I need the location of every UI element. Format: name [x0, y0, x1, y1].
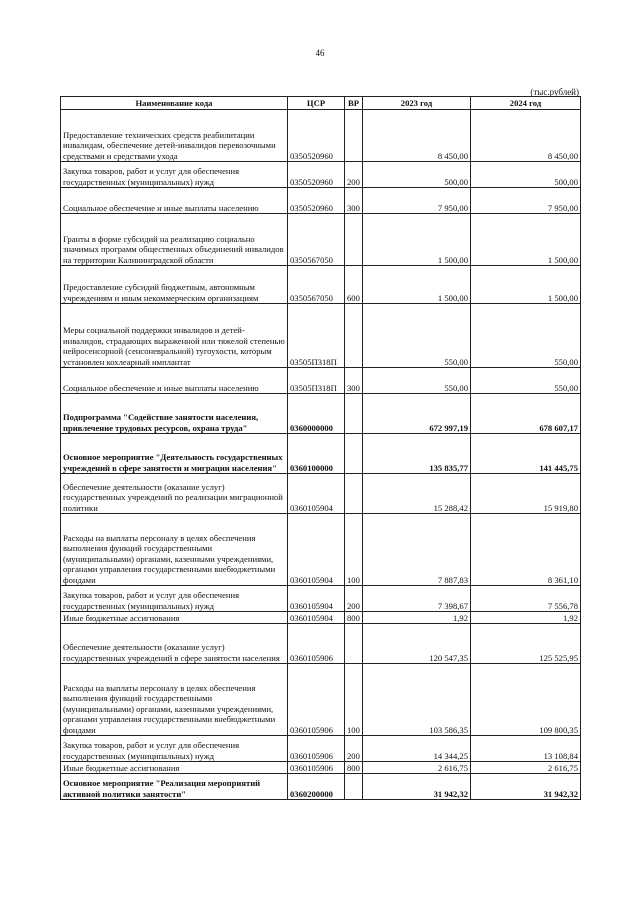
row-2024-cell: 15 919,80: [471, 474, 581, 514]
row-csr-cell: 0350567050: [288, 214, 345, 266]
row-2024-cell: 109 800,35: [471, 664, 581, 736]
row-name-cell: Иные бюджетные ассигнования: [61, 612, 288, 624]
table-row: [61, 266, 581, 304]
row-csr-cell: 0350520960: [288, 110, 345, 162]
row-vr-cell: 600: [345, 266, 363, 304]
row-csr-cell: 0350520960: [288, 162, 345, 188]
row-vr-cell: [345, 394, 363, 434]
page-number: 46: [315, 48, 325, 58]
table-body: [61, 110, 581, 800]
row-name-cell: Обеспечение деятельности (оказание услуг) государственных учреждений по реализации миграционной политики: [61, 474, 288, 514]
row-name-cell: Обеспечение деятельности (оказание услуг) государственных учреждений в сфере занятости населения: [61, 624, 288, 664]
table-row: [61, 762, 581, 774]
row-2024-cell: 31 942,32: [471, 774, 581, 800]
row-csr-cell: 0360105906: [288, 664, 345, 736]
row-name-cell: Основное мероприятие "Деятельность государственных учреждений в сфере занятости и миграции населения": [61, 434, 288, 474]
row-vr-cell: [345, 774, 363, 800]
row-vr-cell: 300: [345, 188, 363, 214]
table-row: [61, 434, 581, 474]
row-name-cell: Расходы на выплаты персоналу в целях обеспечения выполнения функций государственными (муниципальными) органами, казенными учреждениями, органами управления государственными внебюджетными фондами: [61, 664, 288, 736]
row-2024-cell: 550,00: [471, 304, 581, 368]
row-vr-cell: 800: [345, 612, 363, 624]
table-row: [61, 586, 581, 612]
row-2023-cell: 31 942,32: [363, 774, 471, 800]
row-vr-cell: 100: [345, 514, 363, 586]
table-row: [61, 304, 581, 368]
table-row: [61, 514, 581, 586]
row-csr-cell: 03505П318П: [288, 304, 345, 368]
row-2024-cell: 1 500,00: [471, 266, 581, 304]
row-csr-cell: 0360105904: [288, 586, 345, 612]
header-2023: 2023 год: [363, 97, 471, 110]
row-name-cell: Закупка товаров, работ и услуг для обеспечения государственных (муниципальных) нужд: [61, 162, 288, 188]
row-vr-cell: [345, 110, 363, 162]
budget-table: [60, 96, 581, 800]
row-csr-cell: 0360105904: [288, 514, 345, 586]
row-2024-cell: 141 445,75: [471, 434, 581, 474]
row-2023-cell: 500,00: [363, 162, 471, 188]
row-2023-cell: 120 547,35: [363, 624, 471, 664]
table-row: [61, 162, 581, 188]
header-vr: ВР: [345, 97, 363, 110]
row-2023-cell: 672 997,19: [363, 394, 471, 434]
row-name-cell: Социальное обеспечение и иные выплаты населению: [61, 188, 288, 214]
row-2024-cell: 550,00: [471, 368, 581, 394]
row-vr-cell: 300: [345, 368, 363, 394]
row-name-cell: Гранты в форме субсидий на реализацию социально значимых программ общественных объединений инвалидов на территории Калининградской области: [61, 214, 288, 266]
table-header-row: [61, 97, 581, 110]
table-row: [61, 474, 581, 514]
table-row: [61, 188, 581, 214]
table-row: [61, 110, 581, 162]
table-row: [61, 664, 581, 736]
row-2023-cell: 14 344,25: [363, 736, 471, 762]
row-2024-cell: 1 500,00: [471, 214, 581, 266]
row-csr-cell: 0360105904: [288, 612, 345, 624]
row-2024-cell: 8 450,00: [471, 110, 581, 162]
table-row: [61, 214, 581, 266]
table-row: [61, 736, 581, 762]
row-2023-cell: 7 887,83: [363, 514, 471, 586]
row-2024-cell: 500,00: [471, 162, 581, 188]
row-vr-cell: [345, 214, 363, 266]
row-2023-cell: 7 398,67: [363, 586, 471, 612]
row-vr-cell: [345, 434, 363, 474]
row-2023-cell: 1,92: [363, 612, 471, 624]
row-vr-cell: [345, 474, 363, 514]
row-vr-cell: [345, 624, 363, 664]
row-csr-cell: 0360105906: [288, 736, 345, 762]
row-csr-cell: 0360200000: [288, 774, 345, 800]
row-name-cell: Закупка товаров, работ и услуг для обеспечения государственных (муниципальных) нужд: [61, 586, 288, 612]
row-csr-cell: 0350567050: [288, 266, 345, 304]
row-2024-cell: 8 361,10: [471, 514, 581, 586]
row-2023-cell: 2 616,75: [363, 762, 471, 774]
row-csr-cell: 0360105906: [288, 624, 345, 664]
row-2024-cell: 2 616,75: [471, 762, 581, 774]
row-2024-cell: 7 556,78: [471, 586, 581, 612]
row-2024-cell: 678 607,17: [471, 394, 581, 434]
row-vr-cell: 100: [345, 664, 363, 736]
row-2023-cell: 8 450,00: [363, 110, 471, 162]
row-vr-cell: 200: [345, 162, 363, 188]
row-name-cell: Расходы на выплаты персоналу в целях обеспечения выполнения функций государственными (муниципальными) органами, казенными учреждениями, органами управления государственными внебюджетными фондами: [61, 514, 288, 586]
row-csr-cell: 0360000000: [288, 394, 345, 434]
row-name-cell: Основное мероприятие "Реализация мероприятий активной политики занятости": [61, 774, 288, 800]
row-2023-cell: 135 835,77: [363, 434, 471, 474]
row-name-cell: Закупка товаров, работ и услуг для обеспечения государственных (муниципальных) нужд: [61, 736, 288, 762]
row-vr-cell: [345, 304, 363, 368]
table-row: [61, 774, 581, 800]
row-vr-cell: 200: [345, 736, 363, 762]
table-row: [61, 612, 581, 624]
row-2023-cell: 550,00: [363, 304, 471, 368]
header-csr: ЦСР: [288, 97, 345, 110]
row-csr-cell: 0360105906: [288, 762, 345, 774]
row-2023-cell: 1 500,00: [363, 214, 471, 266]
row-csr-cell: 0360105904: [288, 474, 345, 514]
row-name-cell: Подпрограмма "Содействие занятости населения, привлечение трудовых ресурсов, охрана труда": [61, 394, 288, 434]
row-vr-cell: 200: [345, 586, 363, 612]
row-csr-cell: 03505П318П: [288, 368, 345, 394]
row-name-cell: Социальное обеспечение и иные выплаты населению: [61, 368, 288, 394]
header-2024: 2024 год: [471, 97, 581, 110]
units-note: (тыс.рублей): [530, 87, 579, 97]
table-row: [61, 368, 581, 394]
row-2024-cell: 1,92: [471, 612, 581, 624]
row-name-cell: Предоставление субсидий бюджетным, автономным учреждениям и иным некоммерческим организациям: [61, 266, 288, 304]
row-csr-cell: 0360100000: [288, 434, 345, 474]
row-2023-cell: 550,00: [363, 368, 471, 394]
header-name: Наименование кода: [61, 97, 288, 110]
table-row: [61, 394, 581, 434]
row-name-cell: Меры социальной поддержки инвалидов и детей-инвалидов, страдающих выраженной или тяжелой степенью нейросенсорной (сенсоневральной) тугоухости, которым установлен кохлеарный имплантат: [61, 304, 288, 368]
row-2023-cell: 1 500,00: [363, 266, 471, 304]
row-2024-cell: 125 525,95: [471, 624, 581, 664]
row-2023-cell: 15 288,42: [363, 474, 471, 514]
row-2024-cell: 13 108,84: [471, 736, 581, 762]
row-2024-cell: 7 950,00: [471, 188, 581, 214]
row-csr-cell: 0350520960: [288, 188, 345, 214]
row-2023-cell: 7 950,00: [363, 188, 471, 214]
row-name-cell: Предоставление технических средств реабилитации инвалидам, обеспечение детей-инвалидов перевозочными средствами и средствами ухода: [61, 110, 288, 162]
table-row: [61, 624, 581, 664]
row-name-cell: Иные бюджетные ассигнования: [61, 762, 288, 774]
row-2023-cell: 103 586,35: [363, 664, 471, 736]
row-vr-cell: 800: [345, 762, 363, 774]
